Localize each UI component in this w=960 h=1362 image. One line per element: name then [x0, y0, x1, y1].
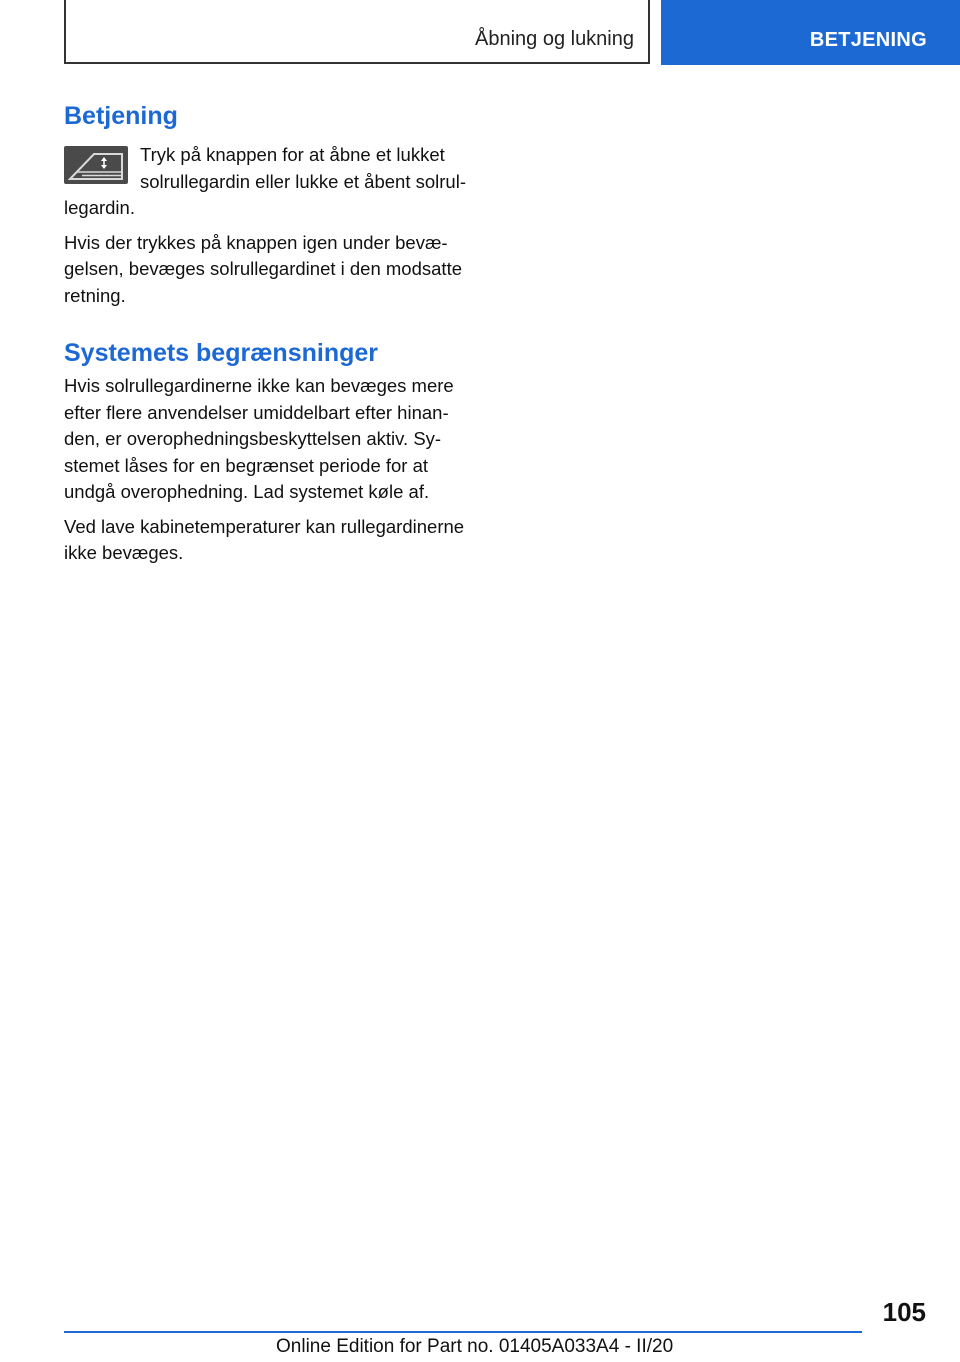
paragraph-3: Hvis solrullegardinerne ikke kan bevæges mere efter flere anvendelser umiddelbart efter hinanden, er overophedningsbeskyttelsen aktiv. Systemet låses for en begrænset periode for at undgå overophedning. Lad systemet køle af. — [64, 375, 454, 502]
header-section-title: Åbning og lukning — [474, 28, 634, 50]
page-content — [64, 100, 478, 567]
header-chapter-tab — [661, 0, 960, 65]
section-title-betjening: Betjening — [64, 102, 178, 130]
section-title-limitations: Systemets begrænsninger — [64, 339, 378, 367]
page-number: 105 — [882, 1297, 926, 1327]
footer-divider — [64, 1331, 862, 1333]
header-section-box — [64, 0, 650, 64]
header-chapter-title: BETJENING — [809, 29, 927, 51]
paragraph-2: Hvis der trykkes på knappen igen under bevægelsen, bevæges solrullegardinet i den modsatte retning. — [64, 231, 462, 306]
icon-paragraph — [64, 142, 478, 222]
paragraph-1: Tryk på knappen for at åbne et lukket solrullegardin eller lukke et åbent solrullegardin. — [64, 144, 466, 218]
edition-footer-text: Online Edition for Part no. 01405A033A4 - II/20 — [276, 1336, 674, 1357]
sunblind-button-icon — [64, 146, 128, 184]
paragraph-4: Ved lave kabinetemperaturer kan rullegardinerne ikke bevæges. — [64, 515, 465, 563]
